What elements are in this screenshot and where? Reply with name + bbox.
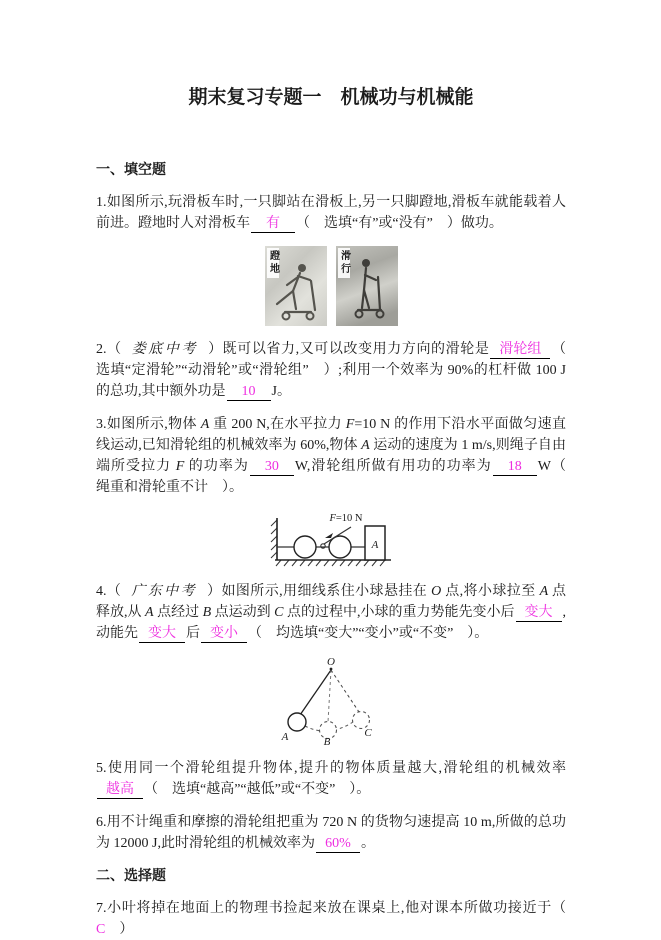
q4-text-6: 点运动到 (211, 605, 275, 620)
q2-answer-blank-2: 10 (227, 383, 271, 401)
q4-figure (96, 656, 566, 746)
q4-text-9: 后 (186, 626, 200, 641)
q1-text-1: 1.如图所示,玩滑板车时,一只脚站在滑板上,另一只脚蹬地,滑板车就能载着人前进。蹬地时人对滑板车 (96, 195, 566, 231)
q3-text-7: W（ 绳重和滑轮重不计 ）。 (96, 459, 580, 495)
q3-answer-blank-1: 30 (250, 458, 294, 476)
q4-text-5: 点经过 (153, 605, 203, 620)
q1-photo-label-pushing: 蹬地 (267, 250, 279, 276)
q2-text-2: ）既可以省力,又可以改变用力方向的滑轮是 (208, 342, 490, 357)
q4-text-2: ）如图所示,用细线系住小球悬挂在 (207, 584, 432, 599)
q4-point-C-label: C (364, 727, 372, 739)
q4-answer-blank-1: 变大 (516, 604, 562, 622)
q3-text-5: 的功率为 (184, 459, 249, 474)
q4-text-8: ,动能先 (96, 605, 567, 641)
q1-answer-blank: 有 (251, 215, 295, 233)
pulley-system-diagram (267, 510, 395, 568)
q2-text-4: J。 (271, 384, 291, 399)
section-heading-fill-blanks: 一、填空题 (96, 163, 166, 178)
q1-photo-gliding (336, 246, 398, 326)
q4-text-1: 4.（ (96, 584, 122, 599)
pendulum-diagram (275, 656, 387, 746)
q6-text-1: 6.用不计绳重和摩擦的滑轮组把重为 720 N 的货物匀速提高 10 m,所做的总功为 12000 J,此时滑轮组的机械效率为 (96, 815, 566, 851)
q2-text-1: 2.（ (96, 342, 122, 357)
q4-answer-blank-2: 变大 (139, 625, 185, 643)
question-2 (96, 339, 581, 402)
q5-text-1: 5.使用同一个滑轮组提升物体,提升的物体质量越大,滑轮组的机械效率 (96, 761, 566, 776)
q3-force-label: F=10 N (329, 513, 363, 524)
q3-text-1: 3.如图所示,物体 (96, 417, 201, 432)
q4-point-O-label: O (327, 656, 335, 668)
question-3 (96, 414, 580, 498)
q2-answer-blank-1: 滑轮组 (490, 341, 550, 359)
q4-var-A1: A (539, 584, 549, 599)
q1-figure (96, 246, 566, 326)
question-4 (96, 581, 566, 644)
q4-text-4: 点释放,从 (96, 584, 567, 620)
q7-text-2: ） (105, 922, 134, 937)
q6-answer-blank: 60% (316, 835, 360, 853)
q1-text-2: （ 选填“有”或“没有” ）做功。 (296, 216, 503, 231)
q3-text-6: W,滑轮组所做有用功的功率为 (294, 459, 492, 474)
q6-text-2: 。 (360, 836, 375, 851)
q3-block-label: A (371, 539, 379, 551)
q7-answer-choice: C (96, 922, 106, 937)
question-5 (96, 758, 566, 800)
q4-var-B: B (202, 605, 212, 620)
q4-text-3: 点,将小球拉至 (441, 584, 540, 599)
q4-point-B-label: B (323, 736, 331, 746)
q4-var-A2: A (145, 605, 154, 620)
q5-text-2: （ 选填“越高”“越低”或“不变” ）。 (144, 782, 371, 797)
q2-exam-source: 娄底中考 (131, 342, 199, 357)
question-6 (96, 812, 566, 854)
question-7 (96, 898, 580, 940)
q4-answer-blank-3: 变小 (201, 625, 247, 643)
q3-var-F2: F (175, 459, 185, 474)
q3-text-3: =10 N 的作用下沿水平面做匀速直线运动,已知滑轮组的机械效率为 60%,物体 (96, 417, 566, 453)
question-1 (96, 192, 566, 234)
q3-var-F1: F (345, 417, 355, 432)
q3-text-4: 运动的速度为 1 m/s,则绳子自由端所受拉力 (96, 438, 566, 474)
q3-var-A2: A (361, 438, 370, 453)
q3-text-2: 重 200 N,在水平拉力 (209, 417, 346, 432)
q4-var-C: C (274, 605, 284, 620)
q4-var-O: O (431, 584, 442, 599)
q4-text-7: 点的过程中,小球的重力势能先变小后 (283, 605, 515, 620)
q7-text-1: 7.小叶将掉在地面上的物理书捡起来放在课桌上,他对课本所做功接近于（ (96, 901, 580, 916)
q4-point-A-label: A (281, 731, 289, 743)
q3-figure (96, 510, 566, 568)
section-heading-multiple-choice: 二、选择题 (96, 869, 166, 884)
q2-text-3: （ 选填“定滑轮”“动滑轮”或“滑轮组” ）;利用一个效率为 90%的杠杆做 100 J 的总功,其中额外功是 (96, 342, 581, 399)
q3-answer-blank-2: 18 (493, 458, 537, 476)
page-title: 期末复习专题一 机械功与机械能 (188, 87, 474, 108)
q5-answer-blank: 越高 (97, 781, 143, 799)
q4-text-10: （ 均选填“变大”“变小”或“不变” ）。 (248, 626, 489, 641)
q3-var-A1: A (200, 417, 210, 432)
q1-photo-label-gliding: 滑行 (338, 250, 350, 276)
q1-photo-pushing-off (265, 246, 327, 326)
q4-exam-source: 广东中考 (131, 584, 198, 599)
